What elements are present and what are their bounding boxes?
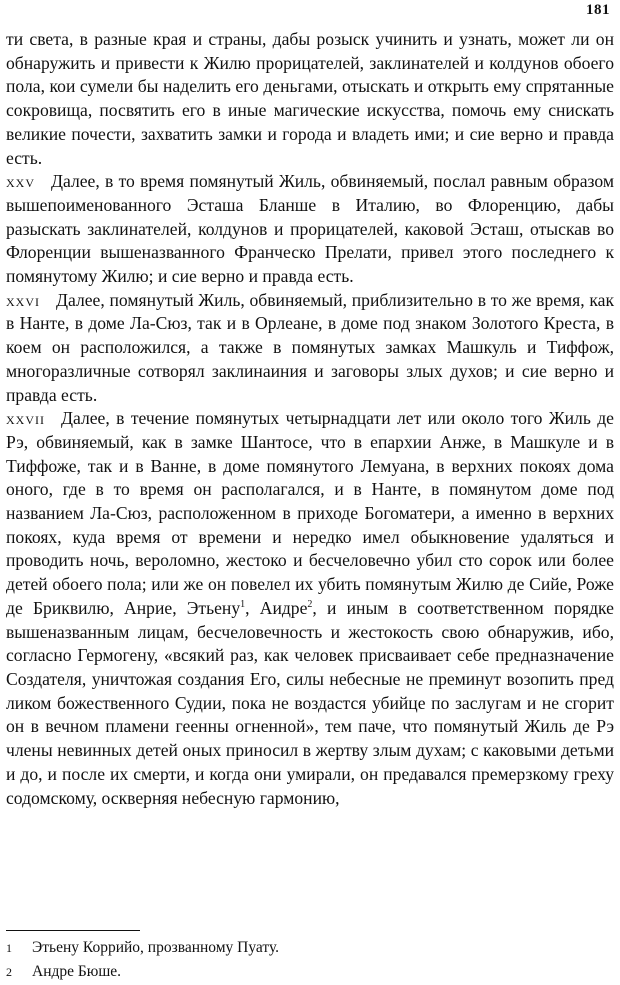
footnote-text: Этьену Коррийо, прозванному Пуату. bbox=[32, 939, 280, 956]
footnote-ref[interactable]: 1 bbox=[240, 599, 246, 611]
article-xxvi bbox=[6, 289, 614, 408]
article-text: Далее, в течение помянутых четырнадцати лет или около того Жиль де Рэ, обвиняемый, как в замке Шантосе, что в епархии Анже, в Машкуле и в Тиффоже, так и в Ванне, в доме помянутого Лемуана, в верхних покоях дома оного, где в то время он располагался, и в Нанте, в помянутом доме под названием Ла-Сюз, расположенном в приходе Богоматери, а именно в верхних покоях, куда время от времени и нередко имел обыкновение удаляться и проводить ночь, вероломно, жестоко и бесчеловечно убил сто сорок или более детей обоего пола; или же он повелел их убить помянутым Жилю де Сийе, Роже де Бриквилю, Анрие, Этьену bbox=[6, 408, 614, 618]
article-text: , Аидре bbox=[245, 597, 308, 618]
footnote-ref[interactable]: 2 bbox=[307, 599, 313, 611]
article-numeral: xxvi bbox=[6, 289, 40, 310]
footnotes bbox=[6, 936, 606, 984]
footnote bbox=[6, 960, 606, 984]
article-text: , и иным в соответственном порядке вышеназванным лицам, бесчеловечность и жестокость свою обнаружив, ибо, согласно Гермогену, «всякий раз, как человек присваивает себе предназначение Создателя, уничтожая создания Его, силы небесные не преминут возопить пред ликом божественного Судии, пока не воздастся убийце по заслугам и не сгорит он в вечном пламени геенны огненной», тем паче, что помянутый Жиль де Рэ члены невинных детей оных приносил в жертву злым духам; с каковыми детьми и до, и после их смерти, и когда они умирали, он предавался премерзкому греху содомскому, оскверняя небесную гармонию, bbox=[6, 597, 614, 808]
footnote-mark: 1 bbox=[6, 941, 12, 955]
footnote-mark: 2 bbox=[6, 965, 12, 979]
page-number: 181 bbox=[586, 2, 610, 18]
page-body bbox=[6, 28, 614, 810]
article-text: Далее, в то время помянутый Жиль, обвиняемый, послал равным образом вышепоименованного Эсташа Бланше в Италию, во Флоренцию, дабы разыскать заклинателей, колдунов и прорицателей, каковой Эсташ, отыскав во Флоренции вышеназванного Франческо Прелати, привел этого последнего к помянутому Жилю; и сие верно и правда есть. bbox=[6, 171, 614, 287]
article-text: Далее, помянутый Жиль, обвиняемый, приблизительно в то же время, как в Нанте, в доме Ла-Сюз, так и в Орлеане, в доме под знаком Золотого Креста, в коем он расположился, а также в помянутых замках Машкуль и Тиффож, многоразличные сотворял заклинаиния и заговоры злых духов; и сие верно и правда есть. bbox=[6, 289, 614, 405]
article-xxv bbox=[6, 170, 614, 289]
footnote bbox=[6, 936, 606, 960]
article-xxvii bbox=[6, 407, 614, 810]
article-numeral: xxv bbox=[6, 171, 35, 192]
continuation-paragraph: ти света, в разные края и страны, дабы розыск учинить и узнать, может ли он обнаружить и привести к Жилю прорицателей, заклинателей и колдунов обоего пола, кои сумели бы наделить его деньгами, отыскать и открыть ему спрятанные сокровища, посвятить его в иные магические искусства, помочь ему снискать великие почести, захватить замки и города и владеть ими; и сие верно и правда есть. bbox=[6, 29, 614, 168]
article-numeral: xxvii bbox=[6, 408, 45, 429]
footnote-text: Андре Бюше. bbox=[32, 963, 122, 980]
footnote-divider bbox=[6, 930, 140, 931]
